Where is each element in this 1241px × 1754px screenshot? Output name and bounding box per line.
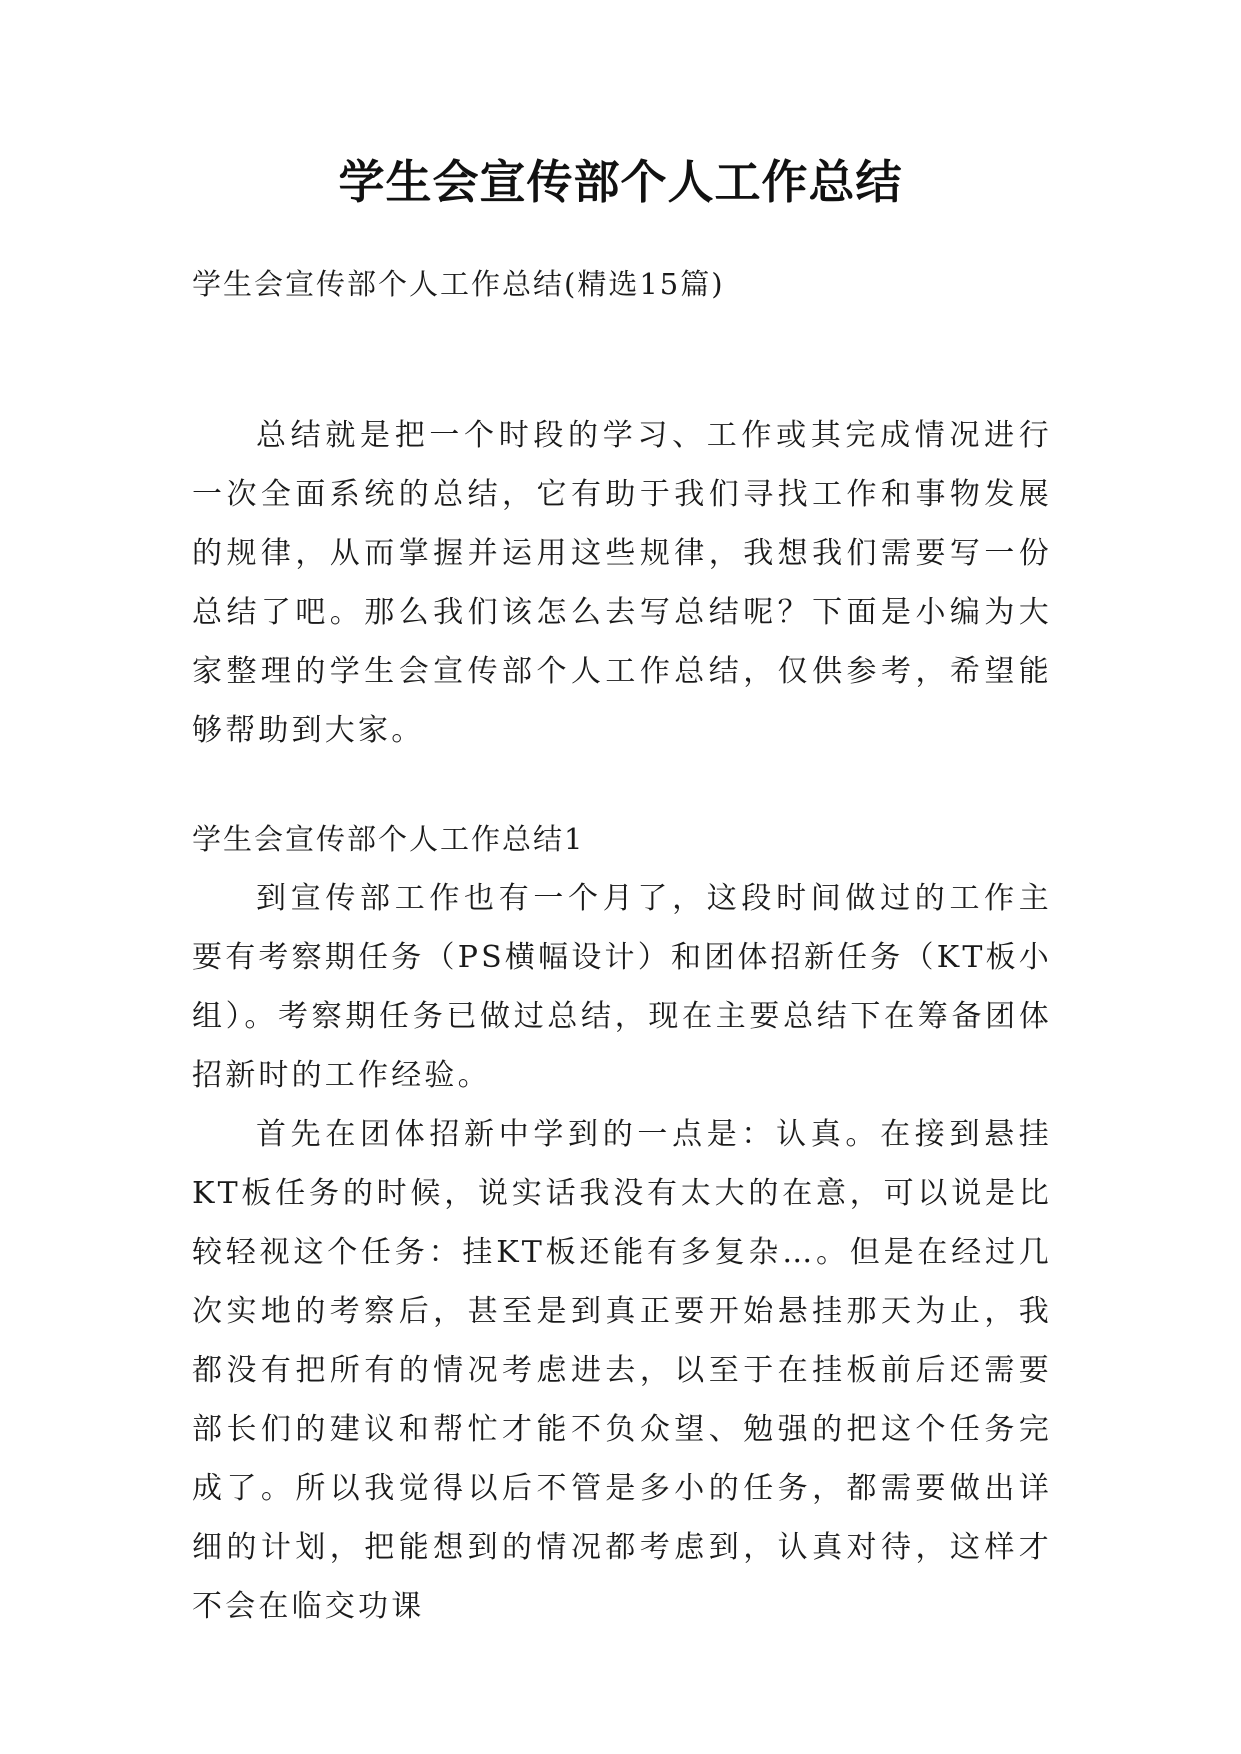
document-subtitle: 学生会宣传部个人工作总结(精选15篇) — [192, 267, 725, 301]
section-paragraph: 首先在团体招新中学到的一点是：认真。在接到悬挂KT板任务的时候，说实话我没有太大的在意，可以说是比较轻视这个任务：挂KT板还能有多复杂…。但是在经过几次实地的考察后，甚至是到真正要开始悬挂那天为止，我都没有把所有的情况考虑进去，以至于在挂板前后还需要部长们的建议和帮忙才能不负众望、勉强的把这个任务完成了。所以我觉得以后不管是多小的任务，都需要做出详细的计划，把能想到的情况都考虑到，认真对待，这样才不会在临交功课 — [192, 1117, 1052, 1624]
document-title: 学生会宣传部个人工作总结 — [338, 155, 903, 209]
intro-paragraph: 总结就是把一个时段的学习、工作或其完成情况进行一次全面系统的总结，它有助于我们寻找工作和事物发展的规律，从而掌握并运用这些规律，我想我们需要写一份总结了吧。那么我们该怎么去写总结呢？下面是小编为大家整理的学生会宣传部个人工作总结，仅供参考，希望能够帮助到大家。 — [192, 418, 1052, 748]
section-heading: 学生会宣传部个人工作总结1 — [192, 822, 585, 856]
section-1 — [192, 810, 1052, 1636]
section-paragraph: 到宣传部工作也有一个月了，这段时间做过的工作主要有考察期任务（PS横幅设计）和团体招新任务（KT板小组）。考察期任务已做过总结，现在主要总结下在筹备团体招新时的工作经验。 — [192, 881, 1052, 1093]
intro-block — [192, 406, 1052, 760]
